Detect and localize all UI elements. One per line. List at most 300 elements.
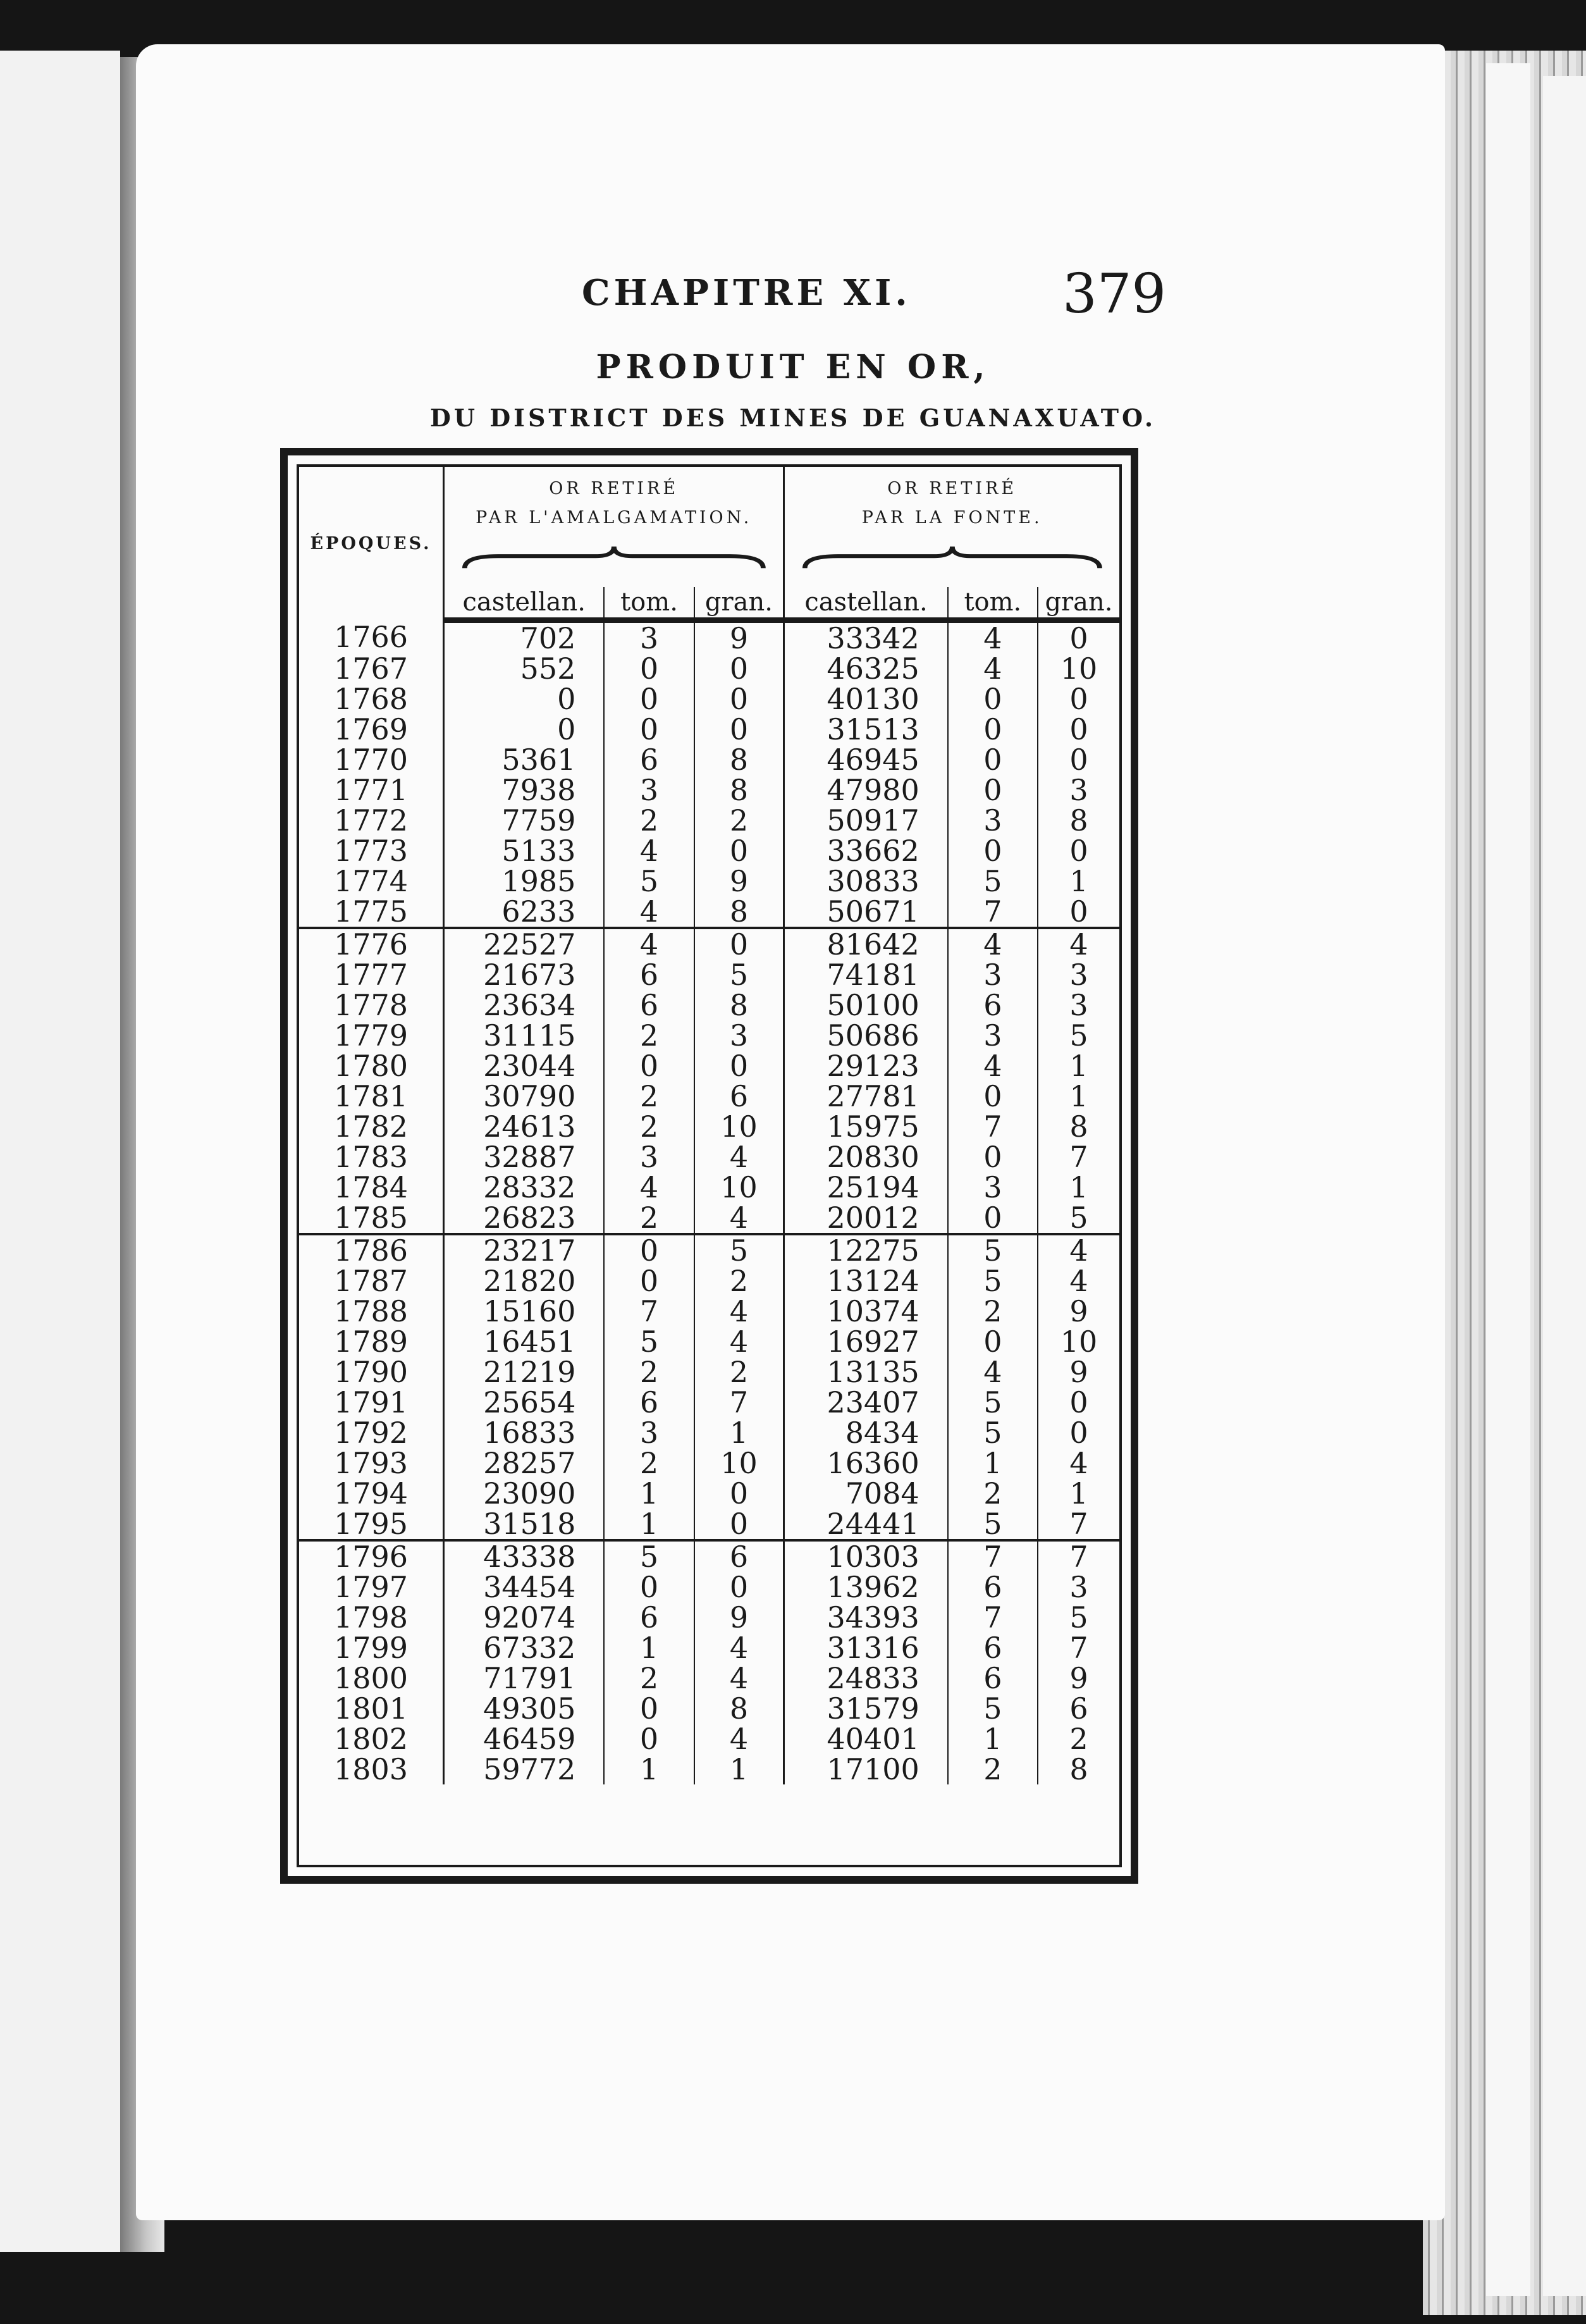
table-row [299, 1020, 1119, 1051]
cell-fonte-castellan: 7084 [784, 1478, 948, 1509]
cell-fonte-tom: 4 [948, 621, 1038, 654]
cell-amalg-tom: 6 [604, 1602, 694, 1633]
cell-amalg-tom: 5 [604, 866, 694, 896]
table-row [299, 621, 1119, 654]
cell-fonte-castellan: 31513 [784, 714, 948, 745]
table-row [299, 896, 1119, 928]
cell-amalg-gran: 4 [694, 1663, 784, 1693]
cell-fonte-castellan: 74181 [784, 960, 948, 990]
cell-amalg-gran: 8 [694, 775, 784, 805]
gold-production-table [299, 467, 1119, 1784]
table-row [299, 866, 1119, 896]
cell-amalg-tom: 1 [604, 1509, 694, 1540]
header-amalgamation [444, 467, 784, 587]
cell-year: 1801 [333, 1691, 409, 1726]
table-row [299, 990, 1119, 1020]
cell-fonte-castellan: 10374 [784, 1296, 948, 1326]
cell-amalg-tom: 6 [604, 990, 694, 1020]
cell-fonte-castellan: 50671 [784, 896, 948, 928]
cell-fonte-tom: 7 [948, 1602, 1038, 1633]
fonte-line1: OR RETIRÉ [887, 479, 1017, 498]
cell-fonte-castellan: 16360 [784, 1448, 948, 1478]
table-row [299, 960, 1119, 990]
cell-fonte-tom: 6 [948, 1663, 1038, 1693]
cell-amalg-gran: 8 [694, 990, 784, 1020]
cell-fonte-gran: 8 [1038, 1111, 1119, 1142]
cell-fonte-gran: 7 [1038, 1540, 1119, 1572]
cell-fonte-castellan: 46945 [784, 745, 948, 775]
cell-year: 1784 [333, 1170, 409, 1204]
cell-amalg-castellan: 21820 [444, 1266, 605, 1296]
cell-year: 1772 [333, 803, 409, 838]
cell-fonte-gran: 0 [1038, 745, 1119, 775]
cell-amalg-gran: 10 [694, 1448, 784, 1478]
cell-year: 1774 [333, 864, 409, 898]
cell-amalg-tom: 0 [604, 1693, 694, 1724]
table-row [299, 1602, 1119, 1633]
cell-amalg-gran: 0 [694, 714, 784, 745]
cell-fonte-castellan: 31316 [784, 1633, 948, 1663]
table-row [299, 653, 1119, 684]
cell-amalg-castellan: 31518 [444, 1509, 605, 1540]
cell-year: 1782 [333, 1109, 409, 1144]
cell-fonte-castellan: 33342 [784, 621, 948, 654]
cell-fonte-gran: 1 [1038, 1081, 1119, 1111]
cell-fonte-gran: 7 [1038, 1633, 1119, 1663]
cell-amalg-gran: 0 [694, 836, 784, 866]
cell-amalg-castellan: 32887 [444, 1142, 605, 1172]
cell-amalg-castellan: 43338 [444, 1540, 605, 1572]
cell-fonte-castellan: 27781 [784, 1081, 948, 1111]
cell-fonte-tom: 3 [948, 960, 1038, 990]
cell-amalg-gran: 4 [694, 1633, 784, 1663]
cell-amalg-gran: 4 [694, 1202, 784, 1234]
cell-amalg-gran: 0 [694, 684, 784, 714]
cell-amalg-castellan: 5133 [444, 836, 605, 866]
cell-amalg-gran: 8 [694, 1693, 784, 1724]
cell-fonte-gran: 2 [1038, 1724, 1119, 1754]
cell-fonte-tom: 6 [948, 1633, 1038, 1663]
cell-fonte-castellan: 50917 [784, 805, 948, 836]
table-row [299, 1051, 1119, 1081]
cell-fonte-tom: 0 [948, 1326, 1038, 1357]
cell-amalg-tom: 1 [604, 1754, 694, 1784]
cell-amalg-tom: 7 [604, 1296, 694, 1326]
cell-year: 1799 [333, 1631, 409, 1665]
cell-year: 1771 [333, 773, 409, 807]
cell-amalg-tom: 0 [604, 1266, 694, 1296]
cell-amalg-castellan: 28332 [444, 1172, 605, 1202]
cell-fonte-tom: 4 [948, 653, 1038, 684]
cell-amalg-gran: 9 [694, 866, 784, 896]
unit-tom-2: tom. [948, 587, 1038, 621]
cell-amalg-tom: 4 [604, 896, 694, 928]
table-row [299, 714, 1119, 745]
cell-amalg-castellan: 31115 [444, 1020, 605, 1051]
cell-amalg-castellan: 552 [444, 653, 605, 684]
cell-fonte-gran: 4 [1038, 1266, 1119, 1296]
cell-amalg-tom: 0 [604, 653, 694, 684]
cell-amalg-gran: 9 [694, 1602, 784, 1633]
cell-year: 1778 [333, 988, 409, 1022]
cell-fonte-castellan: 13962 [784, 1572, 948, 1602]
cell-amalg-tom: 5 [604, 1326, 694, 1357]
cell-fonte-tom: 1 [948, 1448, 1038, 1478]
cell-amalg-gran: 0 [694, 1509, 784, 1540]
cell-fonte-castellan: 10303 [784, 1540, 948, 1572]
cell-year: 1768 [333, 682, 409, 716]
cell-fonte-tom: 3 [948, 1172, 1038, 1202]
cell-amalg-tom: 4 [604, 928, 694, 960]
cell-fonte-castellan: 81642 [784, 928, 948, 960]
cell-fonte-tom: 7 [948, 1111, 1038, 1142]
cell-amalg-castellan: 6233 [444, 896, 605, 928]
cell-amalg-castellan: 21219 [444, 1357, 605, 1387]
cell-fonte-castellan: 24833 [784, 1663, 948, 1693]
cell-fonte-tom: 5 [948, 1387, 1038, 1418]
cell-fonte-tom: 6 [948, 990, 1038, 1020]
cell-amalg-castellan: 7938 [444, 775, 605, 805]
cell-amalg-tom: 0 [604, 714, 694, 745]
cell-fonte-castellan: 12275 [784, 1234, 948, 1266]
cell-year: 1770 [333, 743, 409, 777]
cell-year: 1776 [333, 927, 409, 961]
cell-amalg-tom: 3 [604, 621, 694, 654]
cell-year: 1797 [333, 1570, 409, 1604]
cell-amalg-gran: 5 [694, 960, 784, 990]
cell-fonte-gran: 3 [1038, 960, 1119, 990]
cell-fonte-castellan: 30833 [784, 866, 948, 896]
cell-fonte-castellan: 20830 [784, 1142, 948, 1172]
cell-fonte-gran: 10 [1038, 653, 1119, 684]
table-row [299, 1142, 1119, 1172]
amalgamation-line2: PAR L'AMALGAMATION. [476, 508, 753, 528]
amalgamation-line1: OR RETIRÉ [549, 479, 679, 498]
cell-amalg-gran: 4 [694, 1296, 784, 1326]
unit-castellan-1: castellan. [444, 587, 605, 621]
cell-amalg-tom: 5 [604, 1540, 694, 1572]
cell-amalg-castellan: 49305 [444, 1693, 605, 1724]
cell-amalg-tom: 6 [604, 745, 694, 775]
cell-fonte-gran: 10 [1038, 1326, 1119, 1357]
cell-fonte-tom: 3 [948, 1020, 1038, 1051]
cell-amalg-castellan: 23634 [444, 990, 605, 1020]
cell-amalg-tom: 0 [604, 1234, 694, 1266]
cell-amalg-tom: 3 [604, 1142, 694, 1172]
cell-fonte-tom: 4 [948, 928, 1038, 960]
table-row [299, 1357, 1119, 1387]
cell-fonte-gran: 8 [1038, 805, 1119, 836]
cell-amalg-gran: 8 [694, 745, 784, 775]
cell-year: 1794 [333, 1476, 409, 1511]
cell-amalg-gran: 4 [694, 1326, 784, 1357]
cell-fonte-gran: 6 [1038, 1693, 1119, 1724]
table-row [299, 928, 1119, 960]
cell-amalg-tom: 3 [604, 1418, 694, 1448]
cell-amalg-gran: 4 [694, 1724, 784, 1754]
cell-fonte-tom: 5 [948, 1509, 1038, 1540]
table-row [299, 1296, 1119, 1326]
cell-amalg-castellan: 0 [444, 684, 605, 714]
cell-amalg-gran: 0 [694, 1478, 784, 1509]
table-row [299, 1478, 1119, 1509]
cell-year: 1773 [333, 834, 409, 868]
cell-fonte-castellan: 46325 [784, 653, 948, 684]
cell-fonte-gran: 5 [1038, 1202, 1119, 1234]
cell-amalg-gran: 2 [694, 805, 784, 836]
cell-amalg-castellan: 22527 [444, 928, 605, 960]
cell-amalg-gran: 1 [694, 1418, 784, 1448]
cell-amalg-tom: 1 [604, 1633, 694, 1663]
table-row [299, 1754, 1119, 1784]
table-row [299, 1572, 1119, 1602]
cell-year: 1791 [333, 1385, 409, 1419]
cell-fonte-tom: 6 [948, 1572, 1038, 1602]
cell-amalg-gran: 10 [694, 1111, 784, 1142]
table-row [299, 1111, 1119, 1142]
cell-year: 1769 [333, 712, 409, 746]
table-row [299, 1266, 1119, 1296]
cell-amalg-gran: 9 [694, 621, 784, 654]
cell-amalg-castellan: 28257 [444, 1448, 605, 1478]
cell-fonte-tom: 7 [948, 1540, 1038, 1572]
cell-amalg-castellan: 16451 [444, 1326, 605, 1357]
cell-fonte-tom: 5 [948, 1693, 1038, 1724]
cell-amalg-castellan: 0 [444, 714, 605, 745]
cell-amalg-gran: 2 [694, 1266, 784, 1296]
table-row [299, 1509, 1119, 1540]
cell-amalg-castellan: 23217 [444, 1234, 605, 1266]
cell-fonte-tom: 4 [948, 1051, 1038, 1081]
cell-year: 1787 [333, 1264, 409, 1298]
cell-year: 1785 [299, 1202, 444, 1234]
cell-fonte-tom: 0 [948, 714, 1038, 745]
cell-amalg-tom: 2 [604, 1020, 694, 1051]
cell-year: 1780 [333, 1049, 409, 1083]
cell-fonte-tom: 5 [948, 866, 1038, 896]
table-row [299, 1448, 1119, 1478]
cell-year: 1788 [333, 1294, 409, 1328]
cell-fonte-gran: 0 [1038, 1418, 1119, 1448]
cell-year: 1790 [333, 1355, 409, 1389]
cell-amalg-gran: 5 [694, 1234, 784, 1266]
cell-amalg-gran: 10 [694, 1172, 784, 1202]
cell-fonte-gran: 9 [1038, 1296, 1119, 1326]
table-row [299, 1234, 1119, 1266]
cell-amalg-castellan: 71791 [444, 1663, 605, 1693]
cell-amalg-tom: 2 [604, 1357, 694, 1387]
cell-fonte-tom: 5 [948, 1266, 1038, 1296]
cell-amalg-gran: 7 [694, 1387, 784, 1418]
cell-amalg-tom: 0 [604, 1051, 694, 1081]
cell-amalg-tom: 2 [604, 805, 694, 836]
cell-amalg-castellan: 7759 [444, 805, 605, 836]
cell-amalg-gran: 3 [694, 1020, 784, 1051]
running-head: CHAPITRE XI. [582, 272, 911, 314]
cell-fonte-tom: 0 [948, 775, 1038, 805]
cell-amalg-gran: 1 [694, 1754, 784, 1784]
cell-amalg-castellan: 16833 [444, 1418, 605, 1448]
table-row [299, 1387, 1119, 1418]
cell-fonte-castellan: 29123 [784, 1051, 948, 1081]
cell-amalg-tom: 6 [604, 960, 694, 990]
cell-fonte-tom: 0 [948, 1142, 1038, 1172]
cell-fonte-tom: 0 [948, 1202, 1038, 1234]
cell-year: 1781 [333, 1079, 409, 1113]
unit-gran-2: gran. [1038, 587, 1119, 621]
cell-fonte-gran: 8 [1038, 1754, 1119, 1784]
fonte-line2: PAR LA FONTE. [861, 508, 1043, 528]
cell-fonte-tom: 2 [948, 1296, 1038, 1326]
cell-amalg-castellan: 46459 [444, 1724, 605, 1754]
unit-castellan-2: castellan. [784, 587, 948, 621]
cell-fonte-gran: 9 [1038, 1663, 1119, 1693]
cell-fonte-gran: 0 [1038, 684, 1119, 714]
cell-fonte-castellan: 8434 [784, 1418, 948, 1448]
table-row [299, 775, 1119, 805]
cell-amalg-gran: 0 [694, 928, 784, 960]
cell-year: 1795 [299, 1509, 444, 1540]
cell-amalg-castellan: 1985 [444, 866, 605, 896]
cell-fonte-gran: 1 [1038, 1478, 1119, 1509]
cell-fonte-tom: 2 [948, 1478, 1038, 1509]
table-row [299, 1693, 1119, 1724]
header-fonte [784, 467, 1119, 587]
cell-amalg-castellan: 23044 [444, 1051, 605, 1081]
cell-amalg-castellan: 30790 [444, 1081, 605, 1111]
page-stack-edges [1423, 51, 1586, 2315]
cell-year: 1792 [333, 1416, 409, 1450]
cell-year: 1802 [333, 1722, 409, 1756]
cell-amalg-tom: 2 [604, 1081, 694, 1111]
table-row [299, 1202, 1119, 1234]
table-row [299, 1172, 1119, 1202]
cell-fonte-gran: 3 [1038, 1572, 1119, 1602]
table-row [299, 745, 1119, 775]
cell-fonte-castellan: 16927 [784, 1326, 948, 1357]
cell-amalg-castellan: 21673 [444, 960, 605, 990]
cell-year: 1800 [333, 1661, 409, 1695]
cell-amalg-castellan: 92074 [444, 1602, 605, 1633]
cell-amalg-castellan: 67332 [444, 1633, 605, 1663]
cell-fonte-gran: 0 [1038, 714, 1119, 745]
cell-amalg-tom: 4 [604, 1172, 694, 1202]
cell-amalg-gran: 8 [694, 896, 784, 928]
cell-amalg-castellan: 15160 [444, 1296, 605, 1326]
table-row [299, 836, 1119, 866]
cell-amalg-gran: 2 [694, 1357, 784, 1387]
brace-icon [462, 547, 766, 571]
cell-amalg-gran: 6 [694, 1540, 784, 1572]
cell-year: 1775 [299, 896, 444, 928]
cell-fonte-gran: 5 [1038, 1020, 1119, 1051]
cell-year: 1767 [333, 652, 409, 686]
cell-fonte-tom: 0 [948, 745, 1038, 775]
table-row [299, 1418, 1119, 1448]
cell-amalg-tom: 0 [604, 1724, 694, 1754]
cell-fonte-tom: 5 [948, 1418, 1038, 1448]
cell-fonte-castellan: 24441 [784, 1509, 948, 1540]
cell-amalg-castellan: 25654 [444, 1387, 605, 1418]
cell-amalg-gran: 0 [694, 653, 784, 684]
cell-year: 1786 [333, 1233, 409, 1268]
cell-year: 1783 [333, 1140, 409, 1174]
unit-tom-1: tom. [604, 587, 694, 621]
cell-fonte-gran: 4 [1038, 1234, 1119, 1266]
cell-fonte-gran: 7 [1038, 1142, 1119, 1172]
cell-fonte-tom: 1 [948, 1724, 1038, 1754]
cell-fonte-tom: 0 [948, 684, 1038, 714]
cell-fonte-castellan: 34393 [784, 1602, 948, 1633]
cell-amalg-tom: 3 [604, 775, 694, 805]
cell-year: 1793 [333, 1446, 409, 1480]
cell-amalg-castellan: 34454 [444, 1572, 605, 1602]
cell-fonte-tom: 5 [948, 1234, 1038, 1266]
cell-amalg-castellan: 5361 [444, 745, 605, 775]
cell-fonte-gran: 4 [1038, 928, 1119, 960]
cell-fonte-tom: 3 [948, 805, 1038, 836]
table-row [299, 1663, 1119, 1693]
cell-fonte-gran: 0 [1038, 896, 1119, 928]
cell-amalg-gran: 0 [694, 1572, 784, 1602]
cell-fonte-castellan: 50100 [784, 990, 948, 1020]
table-row [299, 805, 1119, 836]
cell-year: 1766 [333, 619, 409, 654]
table-title: PRODUIT EN OR, [596, 348, 990, 386]
table-row [299, 1326, 1119, 1357]
cell-amalg-tom: 4 [604, 836, 694, 866]
cell-fonte-castellan: 50686 [784, 1020, 948, 1051]
cell-fonte-castellan: 40401 [784, 1724, 948, 1754]
cell-fonte-castellan: 15975 [784, 1111, 948, 1142]
cell-year: 1777 [333, 958, 409, 992]
cell-year: 1796 [333, 1540, 409, 1574]
cell-fonte-gran: 1 [1038, 866, 1119, 896]
cell-year: 1789 [333, 1325, 409, 1359]
cell-amalg-tom: 1 [604, 1478, 694, 1509]
cell-fonte-gran: 0 [1038, 621, 1119, 654]
cell-amalg-tom: 2 [604, 1448, 694, 1478]
table-row [299, 1724, 1119, 1754]
table-row [299, 684, 1119, 714]
cell-fonte-castellan: 20012 [784, 1202, 948, 1234]
cell-amalg-tom: 2 [604, 1663, 694, 1693]
cell-fonte-castellan: 33662 [784, 836, 948, 866]
cell-fonte-tom: 2 [948, 1754, 1038, 1784]
table-row [299, 1081, 1119, 1111]
cell-fonte-tom: 7 [948, 896, 1038, 928]
header-epoques: ÉPOQUES. [310, 533, 432, 553]
cell-amalg-gran: 4 [694, 1142, 784, 1172]
cell-amalg-castellan: 59772 [444, 1754, 605, 1784]
cell-amalg-tom: 0 [604, 684, 694, 714]
cell-year: 1779 [333, 1018, 409, 1053]
cell-amalg-gran: 6 [694, 1081, 784, 1111]
cell-fonte-gran: 5 [1038, 1602, 1119, 1633]
cell-year: 1798 [333, 1600, 409, 1635]
cell-amalg-castellan: 24613 [444, 1111, 605, 1142]
cell-fonte-gran: 0 [1038, 836, 1119, 866]
cell-fonte-tom: 0 [948, 1081, 1038, 1111]
cell-fonte-gran: 0 [1038, 1387, 1119, 1418]
cell-year: 1803 [333, 1752, 409, 1786]
page-number: 379 [1062, 263, 1167, 326]
cell-fonte-castellan: 31579 [784, 1693, 948, 1724]
table-row [299, 1540, 1119, 1572]
cell-amalg-castellan: 26823 [444, 1202, 605, 1234]
cell-fonte-castellan: 25194 [784, 1172, 948, 1202]
cell-amalg-castellan: 23090 [444, 1478, 605, 1509]
